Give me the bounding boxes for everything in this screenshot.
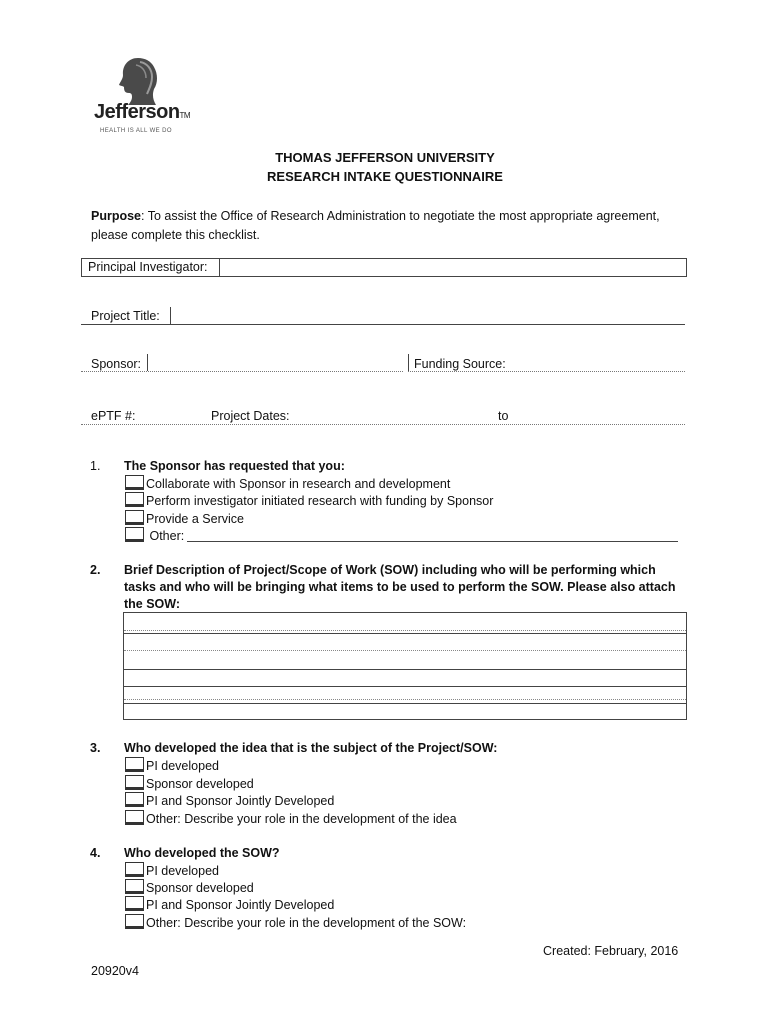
logo-tagline: HEALTH IS ALL WE DO: [100, 128, 172, 134]
q3-option-joint[interactable]: PI and Sponsor Jointly Developed: [125, 792, 334, 809]
funding-source-label: Funding Source:: [414, 357, 506, 371]
checkbox[interactable]: [125, 757, 144, 772]
checkbox[interactable]: [125, 527, 144, 542]
table-row: [124, 633, 686, 634]
project-title-field[interactable]: [81, 324, 685, 325]
page-title-university: THOMAS JEFFERSON UNIVERSITY: [275, 150, 495, 165]
jefferson-head-logo: [116, 56, 162, 106]
q4-option-pi[interactable]: PI developed: [125, 862, 219, 879]
checkbox[interactable]: [125, 914, 144, 929]
sponsor-field[interactable]: [81, 371, 403, 372]
principal-investigator-field[interactable]: [81, 258, 687, 277]
q4-option-joint[interactable]: PI and Sponsor Jointly Developed: [125, 896, 334, 913]
q1-option-investigator-initiated[interactable]: Perform investigator initiated research with funding by Sponsor: [125, 492, 493, 509]
field-divider: [408, 354, 409, 371]
checkbox[interactable]: [125, 792, 144, 807]
checkbox[interactable]: [125, 896, 144, 911]
created-date: Created: February, 2016: [543, 944, 679, 958]
q4-option-sponsor[interactable]: Sponsor developed: [125, 879, 254, 896]
q4-option-other[interactable]: Other: Describe your role in the development of the SOW:: [125, 914, 466, 931]
funding-source-field[interactable]: [408, 371, 685, 372]
q3-option-sponsor[interactable]: Sponsor developed: [125, 775, 254, 792]
purpose-label: Purpose: [91, 209, 142, 223]
q1-option-provide-service[interactable]: Provide a Service: [125, 510, 244, 527]
table-row: [124, 699, 686, 700]
q3-number: 3.: [90, 741, 101, 755]
checkbox[interactable]: [125, 510, 144, 525]
q4-number: 4.: [90, 846, 101, 860]
project-dates-label: Project Dates:: [211, 409, 290, 423]
sponsor-label: Sponsor:: [91, 357, 142, 371]
q2-number: 2.: [90, 563, 101, 577]
table-row: [124, 669, 686, 670]
q1-number: 1.: [90, 459, 101, 473]
q3-option-other[interactable]: Other: Describe your role in the development of the idea: [125, 810, 457, 827]
checkbox[interactable]: [125, 862, 144, 877]
q4-question: Who developed the SOW?: [124, 846, 280, 860]
purpose-statement: [91, 207, 691, 245]
field-divider: [147, 354, 148, 371]
field-divider: [219, 259, 220, 276]
purpose-text: : To assist the Office of Research Administration to negotiate the most appropriate agreement, please complete this checklist.: [91, 209, 660, 242]
q3-question: Who developed the idea that is the subject of the Project/SOW:: [124, 741, 498, 755]
date-to-label: to: [498, 409, 509, 423]
checkbox[interactable]: [125, 475, 144, 490]
sow-description-table[interactable]: [123, 612, 687, 720]
checkbox[interactable]: [125, 879, 144, 894]
eptf-dates-field[interactable]: [81, 424, 685, 425]
q1-option-collaborate[interactable]: Collaborate with Sponsor in research and development: [125, 475, 450, 492]
trademark: TM: [179, 111, 191, 120]
checkbox[interactable]: [125, 775, 144, 790]
q2-question: Brief Description of Project/Scope of Work (SOW) including who will be performing which tasks and who will be bringing what items to be used to perform the SOW. Please also attach the SOW:: [124, 563, 676, 611]
table-row: [124, 703, 686, 704]
project-title-label: Project Title:: [91, 309, 160, 323]
q1-other-field[interactable]: [187, 541, 678, 542]
eptf-label: ePTF #:: [91, 409, 136, 423]
field-divider: [170, 307, 171, 324]
checkbox[interactable]: [125, 810, 144, 825]
table-row: [124, 630, 686, 631]
q1-option-other[interactable]: Other:: [125, 527, 184, 544]
table-row: [124, 686, 686, 687]
q1-question: The Sponsor has requested that you:: [124, 459, 345, 473]
checkbox[interactable]: [125, 492, 144, 507]
page-title-questionnaire: RESEARCH INTAKE QUESTIONNAIRE: [267, 169, 503, 184]
form-id: 20920v4: [91, 964, 139, 978]
table-row: [124, 650, 686, 651]
jefferson-wordmark: JeffersonTM: [94, 101, 191, 123]
q3-option-pi[interactable]: PI developed: [125, 757, 219, 774]
principal-investigator-label: Principal Investigator:: [88, 260, 208, 274]
